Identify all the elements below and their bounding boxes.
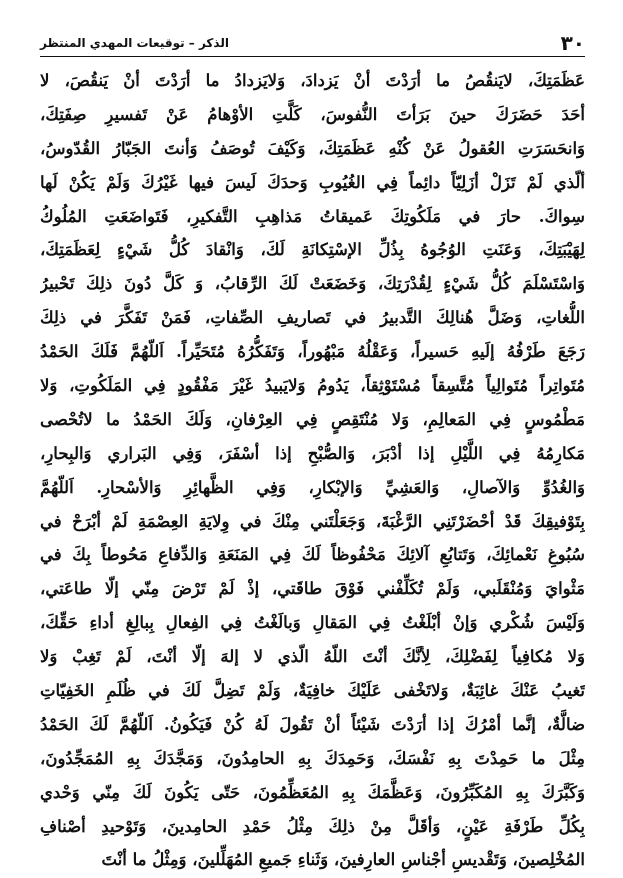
text-line: اللُّغاتِ، وَضَلَّ هُنالِكَ التَّدبيرُ في تَصاريفِ الصِّفاتِ، فَمَنْ تَفَكَّرَ في ذلِكَ [40,308,585,328]
text-line: المُخْلِصينَ، وَتَقْديسِ أجْناسِ العارِفينَ، وَثَناءِ جَميعِ المُهَلِّلينَ، وَمِثْلُ ما أنْتَ [101,850,585,870]
text-line: مُتَواتِراً مُتَوالِياً مُتَّسِقاً مُسْتَوْثِقاً، يَدُومُ وَلايَبيدُ غَيْرَ مَفْقُودٍ فِي المَلَكُوتِ، وَلا [40,376,585,396]
text-line: ألّذي لَمْ تَزَلْ أزَلِيّاً دائِماً فِي الغُيُوبِ وَحدَكَ لَيسَ فيها غَيْرُكَ وَلَمْ يَكُنْ لَها [40,172,585,192]
running-title: الذكر – توقيعات المهدي المنتظر [40,36,229,50]
page-number: ٣٠ [560,31,585,55]
text-line: أحَدَ حَضَرَكَ حينَ بَرَأتَ النُّفوسَ، كَلَّتِ الأوْهامُ عَنْ تَفسيرِ صِفَتِكَ، [40,104,585,124]
text-line: وَالغُدُوِّ وَالآصالِ، وَالعَشِيِّ وَالإبْكارِ، وَفِي الظَّهائِرِ وَالأسْحارِ. اَللّهُمَّ [40,477,585,497]
text-line: بِتَوْفيقِكَ قَدْ أحْضَرْتَنِي الرَّغْبَةَ، وَجَعَلْتَني مِنْكَ في وِلايَةِ العِصْمَةِ لَمْ أبْرَحْ في [40,511,585,531]
text-line: وَكَبَّرَكَ بِهِ المُكَبِّرُونَ، وَعَظَّمَكَ بِهِ المُعَظِّمُونَ، حَتّى يَكُونَ لَكَ مِنّي وَحْدي [40,782,585,802]
text-line: رَجَعَ طَرْفُهُ إلَيهِ حَسيراً، وَعَقْلُهُ مَبْهُوراً، وَتَفَكُّرُهُ مُتَحَيِّراً. اَللّهُمَّ فَلَكَ الحَمْدُ [40,342,585,362]
text-line: وَانحَسَرَتِ العُقولُ عَنْ كُنْهِ عَظَمَتِكَ، وَكَيْفَ تُوصَفُ وَأنتَ الجَبّارُ القُدّوسُ، [40,138,585,158]
text-line: سُبُوغِ نَعْمائِكَ، وَتَتابُعِ آلائِكَ مَحْفُوظاً لَكَ فِي المَنَعَةِ وَالدِّفاعِ مَحُوطاً بِكَ في [40,545,585,565]
header-divider [40,56,585,57]
text-line: مِثْلَ ما حَمِدْتَ بِهِ نَفْسَكَ، وَحَمِدَكَ بِهِ الحامِدُونَ، وَمَجَّدَكَ بِهِ المُمَجِّدُونَ، [40,748,585,768]
text-line: مَطْمُوسٍ فِي المَعالِمِ، وَلا مُنْتَقِصٍ فِي العِرْفانِ، وَلَكَ الحَمْدُ ما لاتُحْصى [40,409,585,429]
text-line: مَكارِمُهُ فِي اللَّيْلِ إذا أدْبَرَ، وَالصُّبْحِ إذا أسْفَرَ، وَفِي البَراري وَالبِحارِ، [40,443,585,463]
text-line: لِهَيْبَتِكَ، وَعَنَتِ الوُجُوهُ بِذُلِّ الإسْتِكانَةِ لَكَ، وَانْقادَ كُلُّ شَيْءٍ لِعَظَمَتِكَ، [40,240,585,260]
text-line: وَلا مُكافِياً لِفَضْلِكَ، لِأنَّكَ أنْتَ اللّهُ الّذي لا إلهَ إلّا أنْتَ، لَمْ تَغِبْ وَلا [40,647,585,667]
prayer-text [40,64,585,877]
text-line: سِواكَ. حارَ في مَلَكُوتِكَ عَميقاتُ مَذاهِبِ التَّفكيرِ، فَتَواضَعَتِ المُلُوكُ [40,206,585,226]
text-line: مَثْوايَ وَمُنْقَلَبي، وَلَمْ تُكَلِّفْني فَوْقَ طاقَتي، إذْ لَمْ تَرْضَ مِنّي إلّا طاعَتي، [40,579,585,599]
text-line: عَظَمَتِكَ، لايَنقُصُ ما أرَدْتَ أنْ يَزدادَ، وَلايَزدادُ ما أرَدْتَ أنْ يَنقُصَ، لا [40,71,585,90]
text-line: وَلَيْسَ شُكْري وَإنْ أبْلَغْتُ فِي المَقالِ وَبالَغْتُ فِي الفِعالِ بِبالِغِ أداءِ حَقِّكَ، [40,613,585,633]
text-line: تَغيبُ عَنْكَ غائِبَةٌ، وَلاتَخْفى عَلَيْكَ خافِيَةٌ، وَلَمْ تَضِلَّ لَكَ في ظُلَمِ الخَفِيّاتِ [40,681,585,701]
text-line: وَاسْتَسْلَمَ كُلُّ شَيْءٍ لِقُدْرَتِكَ، وَخَضَعَتْ لَكَ الرِّقابُ، وَ كَلَّ دُونَ ذلِكَ تَحْبيرُ [40,274,585,294]
text-line: بِكُلِّ طَرْفَةِ عَيْنٍ، وَأقَلَّ مِنْ ذلِكَ مِثْلُ حَمْدِ الحامِدينَ، وَتَوْحيدِ أصْنافِ [40,816,585,836]
text-line: ضالَّةٌ، إنَّما أمْرُكَ إذا أرَدْتَ شَيْئاً أنْ تَقُولَ لَهُ كُنْ فَيَكُونُ. اَللّهُمَّ لَكَ الحَمْدُ [40,714,585,734]
page-header [40,30,585,56]
